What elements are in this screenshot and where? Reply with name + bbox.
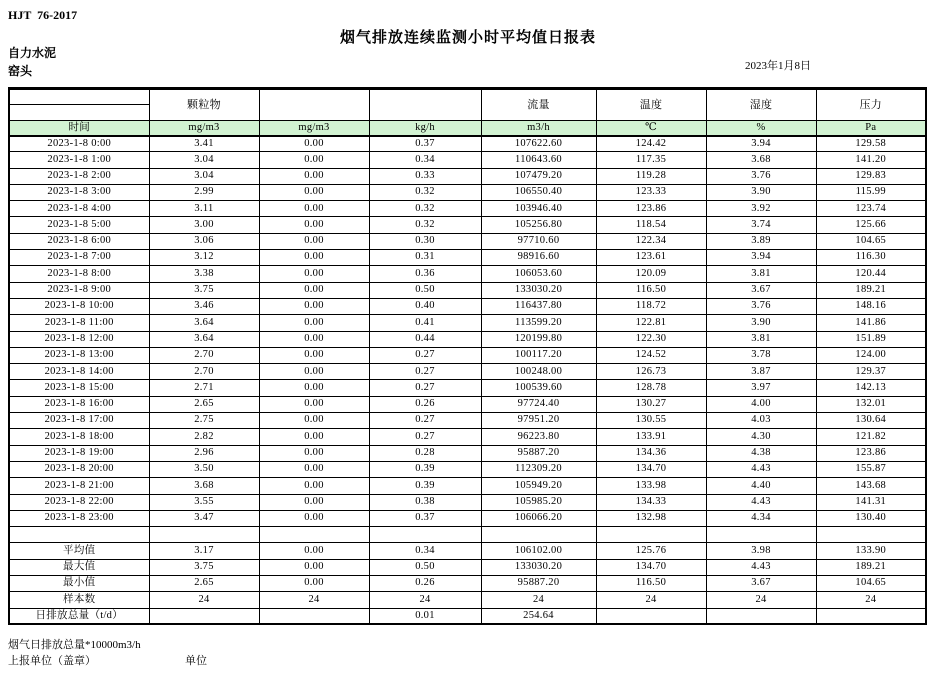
row-label-cell: 2023-1-8 4:00 — [9, 201, 149, 217]
value-cell: 0.00 — [259, 396, 369, 412]
empty-cell — [481, 527, 596, 543]
value-cell: 0.34 — [369, 152, 481, 168]
report-unit-label: 上报单位（盖章） — [8, 655, 96, 667]
value-cell: 0.31 — [369, 250, 481, 266]
value-cell: 3.38 — [149, 266, 259, 282]
value-cell: 3.92 — [706, 201, 816, 217]
value-cell: 3.81 — [706, 266, 816, 282]
empty-cell — [369, 527, 481, 543]
summary-value-cell: 134.70 — [596, 559, 706, 575]
value-cell: 100117.20 — [481, 347, 596, 363]
unit-header-row — [9, 121, 926, 136]
value-cell: 0.33 — [369, 168, 481, 184]
value-cell: 0.00 — [259, 250, 369, 266]
value-cell: 0.27 — [369, 429, 481, 445]
row-label-cell: 2023-1-8 18:00 — [9, 429, 149, 445]
value-cell: 3.97 — [706, 380, 816, 396]
value-cell: 112309.20 — [481, 461, 596, 477]
empty-cell — [816, 527, 926, 543]
data-row — [9, 429, 926, 445]
row-label-cell: 2023-1-8 3:00 — [9, 184, 149, 200]
value-cell: 4.30 — [706, 429, 816, 445]
row-label-cell: 2023-1-8 10:00 — [9, 298, 149, 314]
value-cell: 0.36 — [369, 266, 481, 282]
unit-label: 单位 — [185, 655, 207, 667]
value-cell: 3.87 — [706, 364, 816, 380]
standard-code: HJT 76-2017 — [8, 8, 78, 22]
value-cell: 0.50 — [369, 282, 481, 298]
data-row — [9, 298, 926, 314]
value-cell: 0.00 — [259, 298, 369, 314]
value-cell: 2.70 — [149, 347, 259, 363]
value-cell: 123.86 — [596, 201, 706, 217]
value-cell: 2.75 — [149, 413, 259, 429]
value-cell: 123.86 — [816, 445, 926, 461]
value-cell: 2.96 — [149, 445, 259, 461]
value-cell: 118.54 — [596, 217, 706, 233]
row-label-cell: 2023-1-8 23:00 — [9, 510, 149, 526]
summary-value-cell: 24 — [149, 592, 259, 608]
summary-value-cell: 133.90 — [816, 543, 926, 559]
summary-value-cell — [816, 608, 926, 624]
summary-value-cell — [706, 608, 816, 624]
value-cell: 129.58 — [816, 136, 926, 152]
value-cell: 116.50 — [596, 282, 706, 298]
value-cell: 113599.20 — [481, 315, 596, 331]
value-cell: 130.27 — [596, 396, 706, 412]
value-cell: 126.73 — [596, 364, 706, 380]
empty-cell — [259, 527, 369, 543]
value-cell: 4.43 — [706, 494, 816, 510]
value-cell: 0.28 — [369, 445, 481, 461]
value-cell: 120.44 — [816, 266, 926, 282]
value-cell: 3.78 — [706, 347, 816, 363]
row-label-cell: 2023-1-8 7:00 — [9, 250, 149, 266]
value-cell: 3.04 — [149, 152, 259, 168]
value-cell: 122.34 — [596, 233, 706, 249]
value-cell: 0.39 — [369, 461, 481, 477]
value-cell: 3.50 — [149, 461, 259, 477]
value-cell: 0.00 — [259, 494, 369, 510]
data-row — [9, 136, 926, 152]
row-label-cell: 2023-1-8 11:00 — [9, 315, 149, 331]
value-cell: 0.00 — [259, 445, 369, 461]
value-cell: 0.00 — [259, 347, 369, 363]
value-cell: 107479.20 — [481, 168, 596, 184]
value-cell: 0.32 — [369, 184, 481, 200]
summary-value-cell: 95887.20 — [481, 576, 596, 592]
row-label-cell: 2023-1-8 2:00 — [9, 168, 149, 184]
summary-value-cell: 3.67 — [706, 576, 816, 592]
col-header-pressure: 压力 — [816, 89, 926, 121]
value-cell: 116437.80 — [481, 298, 596, 314]
value-cell: 97710.60 — [481, 233, 596, 249]
value-cell: 123.61 — [596, 250, 706, 266]
value-cell: 132.98 — [596, 510, 706, 526]
data-row — [9, 478, 926, 494]
time-column-header: 时间 — [9, 121, 149, 136]
value-cell: 134.70 — [596, 461, 706, 477]
value-cell: 124.00 — [816, 347, 926, 363]
unit-mg-m3-a: mg/m3 — [149, 121, 259, 136]
corner-cell-bottom — [9, 105, 149, 121]
row-label-cell: 2023-1-8 19:00 — [9, 445, 149, 461]
data-row — [9, 380, 926, 396]
value-cell: 155.87 — [816, 461, 926, 477]
spacer-row — [9, 527, 926, 543]
row-label-cell: 2023-1-8 12:00 — [9, 331, 149, 347]
value-cell: 122.81 — [596, 315, 706, 331]
row-label-cell: 2023-1-8 17:00 — [9, 413, 149, 429]
summary-value-cell: 24 — [706, 592, 816, 608]
value-cell: 96223.80 — [481, 429, 596, 445]
value-cell: 3.68 — [706, 152, 816, 168]
value-cell: 0.00 — [259, 461, 369, 477]
data-row — [9, 315, 926, 331]
value-cell: 3.04 — [149, 168, 259, 184]
value-cell: 3.47 — [149, 510, 259, 526]
value-cell: 106066.20 — [481, 510, 596, 526]
summary-row — [9, 559, 926, 575]
data-row — [9, 152, 926, 168]
row-label-cell: 最大值 — [9, 559, 149, 575]
summary-value-cell — [596, 608, 706, 624]
value-cell: 0.00 — [259, 413, 369, 429]
value-cell: 3.89 — [706, 233, 816, 249]
value-cell: 4.40 — [706, 478, 816, 494]
value-cell: 129.83 — [816, 168, 926, 184]
summary-value-cell: 24 — [816, 592, 926, 608]
summary-value-cell: 3.75 — [149, 559, 259, 575]
value-cell: 2.71 — [149, 380, 259, 396]
value-cell: 0.39 — [369, 478, 481, 494]
value-cell: 4.34 — [706, 510, 816, 526]
value-cell: 0.27 — [369, 364, 481, 380]
value-cell: 122.30 — [596, 331, 706, 347]
value-cell: 141.31 — [816, 494, 926, 510]
summary-value-cell: 189.21 — [816, 559, 926, 575]
value-cell: 98916.60 — [481, 250, 596, 266]
value-cell: 0.30 — [369, 233, 481, 249]
value-cell: 123.33 — [596, 184, 706, 200]
row-label-cell: 最小值 — [9, 576, 149, 592]
col-header-flow: 流量 — [481, 89, 596, 121]
value-cell: 0.37 — [369, 136, 481, 152]
summary-value-cell: 3.17 — [149, 543, 259, 559]
row-label-cell: 日排放总量（t/d） — [9, 608, 149, 624]
summary-value-cell: 104.65 — [816, 576, 926, 592]
summary-value-cell: 125.76 — [596, 543, 706, 559]
value-cell: 100539.60 — [481, 380, 596, 396]
value-cell: 3.94 — [706, 136, 816, 152]
value-cell: 3.11 — [149, 201, 259, 217]
value-cell: 3.06 — [149, 233, 259, 249]
value-cell: 121.82 — [816, 429, 926, 445]
value-cell: 0.26 — [369, 396, 481, 412]
value-cell: 116.30 — [816, 250, 926, 266]
report-date: 2023年1月8日 — [745, 60, 811, 72]
report-table — [8, 87, 927, 625]
value-cell: 100248.00 — [481, 364, 596, 380]
summary-value-cell: 24 — [259, 592, 369, 608]
value-cell: 0.00 — [259, 233, 369, 249]
value-cell: 151.89 — [816, 331, 926, 347]
table-body — [9, 136, 926, 625]
data-row — [9, 461, 926, 477]
data-row — [9, 184, 926, 200]
value-cell: 130.40 — [816, 510, 926, 526]
value-cell: 0.38 — [369, 494, 481, 510]
value-cell: 110643.60 — [481, 152, 596, 168]
footer-note: 烟气日排放总量*10000m3/h — [8, 639, 141, 651]
row-label-cell: 样本数 — [9, 592, 149, 608]
value-cell: 4.03 — [706, 413, 816, 429]
value-cell: 148.16 — [816, 298, 926, 314]
value-cell: 3.90 — [706, 315, 816, 331]
row-label-cell: 2023-1-8 8:00 — [9, 266, 149, 282]
value-cell: 117.35 — [596, 152, 706, 168]
col-header-temperature: 温度 — [596, 89, 706, 121]
value-cell: 141.20 — [816, 152, 926, 168]
value-cell: 0.00 — [259, 429, 369, 445]
value-cell: 189.21 — [816, 282, 926, 298]
summary-value-cell: 0.00 — [259, 543, 369, 559]
value-cell: 0.00 — [259, 364, 369, 380]
empty-cell — [149, 527, 259, 543]
value-cell: 0.41 — [369, 315, 481, 331]
summary-value-cell: 116.50 — [596, 576, 706, 592]
value-cell: 97951.20 — [481, 413, 596, 429]
value-cell: 3.64 — [149, 315, 259, 331]
value-cell: 3.64 — [149, 331, 259, 347]
empty-cell — [596, 527, 706, 543]
col-header-particulate: 颗粒物 — [149, 89, 259, 121]
value-cell: 0.00 — [259, 380, 369, 396]
summary-value-cell: 0.50 — [369, 559, 481, 575]
value-cell: 3.46 — [149, 298, 259, 314]
value-cell: 133.91 — [596, 429, 706, 445]
value-cell: 141.86 — [816, 315, 926, 331]
row-label-cell: 2023-1-8 16:00 — [9, 396, 149, 412]
data-row — [9, 168, 926, 184]
data-row — [9, 217, 926, 233]
value-cell: 106550.40 — [481, 184, 596, 200]
value-cell: 4.43 — [706, 461, 816, 477]
value-cell: 4.38 — [706, 445, 816, 461]
value-cell: 0.00 — [259, 136, 369, 152]
value-cell: 3.81 — [706, 331, 816, 347]
value-cell: 120199.80 — [481, 331, 596, 347]
value-cell: 0.00 — [259, 282, 369, 298]
summary-value-cell: 106102.00 — [481, 543, 596, 559]
value-cell: 2.82 — [149, 429, 259, 445]
value-cell: 95887.20 — [481, 445, 596, 461]
data-row — [9, 266, 926, 282]
value-cell: 3.55 — [149, 494, 259, 510]
value-cell: 133030.20 — [481, 282, 596, 298]
row-label-cell: 2023-1-8 13:00 — [9, 347, 149, 363]
value-cell: 3.94 — [706, 250, 816, 266]
value-cell: 2.99 — [149, 184, 259, 200]
data-row — [9, 347, 926, 363]
value-cell: 142.13 — [816, 380, 926, 396]
value-cell: 124.52 — [596, 347, 706, 363]
data-row — [9, 413, 926, 429]
row-label-cell: 平均值 — [9, 543, 149, 559]
unit-celsius: ℃ — [596, 121, 706, 136]
value-cell: 0.00 — [259, 184, 369, 200]
row-label-cell: 2023-1-8 1:00 — [9, 152, 149, 168]
value-cell: 0.00 — [259, 315, 369, 331]
summary-value-cell: 0.01 — [369, 608, 481, 624]
value-cell: 120.09 — [596, 266, 706, 282]
value-cell: 104.65 — [816, 233, 926, 249]
summary-value-cell: 3.98 — [706, 543, 816, 559]
value-cell: 130.64 — [816, 413, 926, 429]
value-cell: 133.98 — [596, 478, 706, 494]
row-label-cell: 2023-1-8 14:00 — [9, 364, 149, 380]
data-row — [9, 331, 926, 347]
row-label-cell: 2023-1-8 20:00 — [9, 461, 149, 477]
value-cell: 3.00 — [149, 217, 259, 233]
summary-value-cell: 0.26 — [369, 576, 481, 592]
value-cell: 134.33 — [596, 494, 706, 510]
value-cell: 3.75 — [149, 282, 259, 298]
unit-percent: % — [706, 121, 816, 136]
col-header-blank-2 — [369, 89, 481, 121]
value-cell: 0.00 — [259, 217, 369, 233]
value-cell: 3.90 — [706, 184, 816, 200]
summary-value-cell: 4.43 — [706, 559, 816, 575]
row-label-cell: 2023-1-8 5:00 — [9, 217, 149, 233]
unit-pa: Pa — [816, 121, 926, 136]
empty-cell — [706, 527, 816, 543]
value-cell: 0.40 — [369, 298, 481, 314]
row-label-cell: 2023-1-8 0:00 — [9, 136, 149, 152]
value-cell: 105256.80 — [481, 217, 596, 233]
summary-value-cell: 0.00 — [259, 559, 369, 575]
corner-cell-top — [9, 89, 149, 105]
value-cell: 134.36 — [596, 445, 706, 461]
data-row — [9, 364, 926, 380]
value-cell: 3.12 — [149, 250, 259, 266]
summary-value-cell: 0.00 — [259, 576, 369, 592]
summary-row — [9, 608, 926, 624]
data-row — [9, 282, 926, 298]
value-cell: 123.74 — [816, 201, 926, 217]
value-cell: 130.55 — [596, 413, 706, 429]
data-row — [9, 233, 926, 249]
value-cell: 118.72 — [596, 298, 706, 314]
value-cell: 128.78 — [596, 380, 706, 396]
value-cell: 0.00 — [259, 266, 369, 282]
value-cell: 2.70 — [149, 364, 259, 380]
col-header-blank-1 — [259, 89, 369, 121]
value-cell: 129.37 — [816, 364, 926, 380]
value-cell: 4.00 — [706, 396, 816, 412]
value-cell: 132.01 — [816, 396, 926, 412]
unit-kg-h: kg/h — [369, 121, 481, 136]
value-cell: 2.65 — [149, 396, 259, 412]
value-cell: 0.37 — [369, 510, 481, 526]
summary-value-cell — [259, 608, 369, 624]
value-cell: 97724.40 — [481, 396, 596, 412]
value-cell: 105985.20 — [481, 494, 596, 510]
value-cell: 0.00 — [259, 478, 369, 494]
value-cell: 125.66 — [816, 217, 926, 233]
value-cell: 103946.40 — [481, 201, 596, 217]
value-cell: 0.27 — [369, 413, 481, 429]
value-cell: 3.74 — [706, 217, 816, 233]
monitor-location: 窑头 — [8, 64, 33, 78]
summary-row — [9, 576, 926, 592]
summary-row — [9, 543, 926, 559]
row-label-cell: 2023-1-8 6:00 — [9, 233, 149, 249]
data-row — [9, 445, 926, 461]
value-cell: 0.00 — [259, 510, 369, 526]
company-name: 自力水泥 — [8, 46, 57, 60]
row-label-cell: 2023-1-8 9:00 — [9, 282, 149, 298]
summary-value-cell: 133030.20 — [481, 559, 596, 575]
data-row — [9, 510, 926, 526]
value-cell: 3.76 — [706, 168, 816, 184]
group-header-row — [9, 89, 926, 105]
data-row — [9, 201, 926, 217]
value-cell: 0.27 — [369, 380, 481, 396]
value-cell: 124.42 — [596, 136, 706, 152]
value-cell: 0.00 — [259, 331, 369, 347]
row-label-cell: 2023-1-8 22:00 — [9, 494, 149, 510]
row-label-cell — [9, 527, 149, 543]
summary-value-cell: 24 — [596, 592, 706, 608]
data-row — [9, 396, 926, 412]
value-cell: 0.00 — [259, 201, 369, 217]
summary-value-cell: 2.65 — [149, 576, 259, 592]
summary-value-cell — [149, 608, 259, 624]
value-cell: 3.76 — [706, 298, 816, 314]
value-cell: 0.44 — [369, 331, 481, 347]
row-label-cell: 2023-1-8 15:00 — [9, 380, 149, 396]
data-row — [9, 494, 926, 510]
data-row — [9, 250, 926, 266]
summary-value-cell: 24 — [481, 592, 596, 608]
value-cell: 0.27 — [369, 347, 481, 363]
value-cell: 0.32 — [369, 217, 481, 233]
value-cell: 119.28 — [596, 168, 706, 184]
summary-value-cell: 254.64 — [481, 608, 596, 624]
row-label-cell: 2023-1-8 21:00 — [9, 478, 149, 494]
value-cell: 105949.20 — [481, 478, 596, 494]
value-cell: 107622.60 — [481, 136, 596, 152]
value-cell: 115.99 — [816, 184, 926, 200]
col-header-humidity: 湿度 — [706, 89, 816, 121]
unit-m3-h: m3/h — [481, 121, 596, 136]
report-title: 烟气排放连续监测小时平均值日报表 — [339, 30, 596, 46]
summary-row — [9, 592, 926, 608]
value-cell: 0.00 — [259, 152, 369, 168]
summary-value-cell: 0.34 — [369, 543, 481, 559]
value-cell: 3.41 — [149, 136, 259, 152]
value-cell: 0.00 — [259, 168, 369, 184]
value-cell: 0.32 — [369, 201, 481, 217]
summary-value-cell: 24 — [369, 592, 481, 608]
value-cell: 143.68 — [816, 478, 926, 494]
unit-mg-m3-b: mg/m3 — [259, 121, 369, 136]
value-cell: 3.67 — [706, 282, 816, 298]
value-cell: 106053.60 — [481, 266, 596, 282]
value-cell: 3.68 — [149, 478, 259, 494]
